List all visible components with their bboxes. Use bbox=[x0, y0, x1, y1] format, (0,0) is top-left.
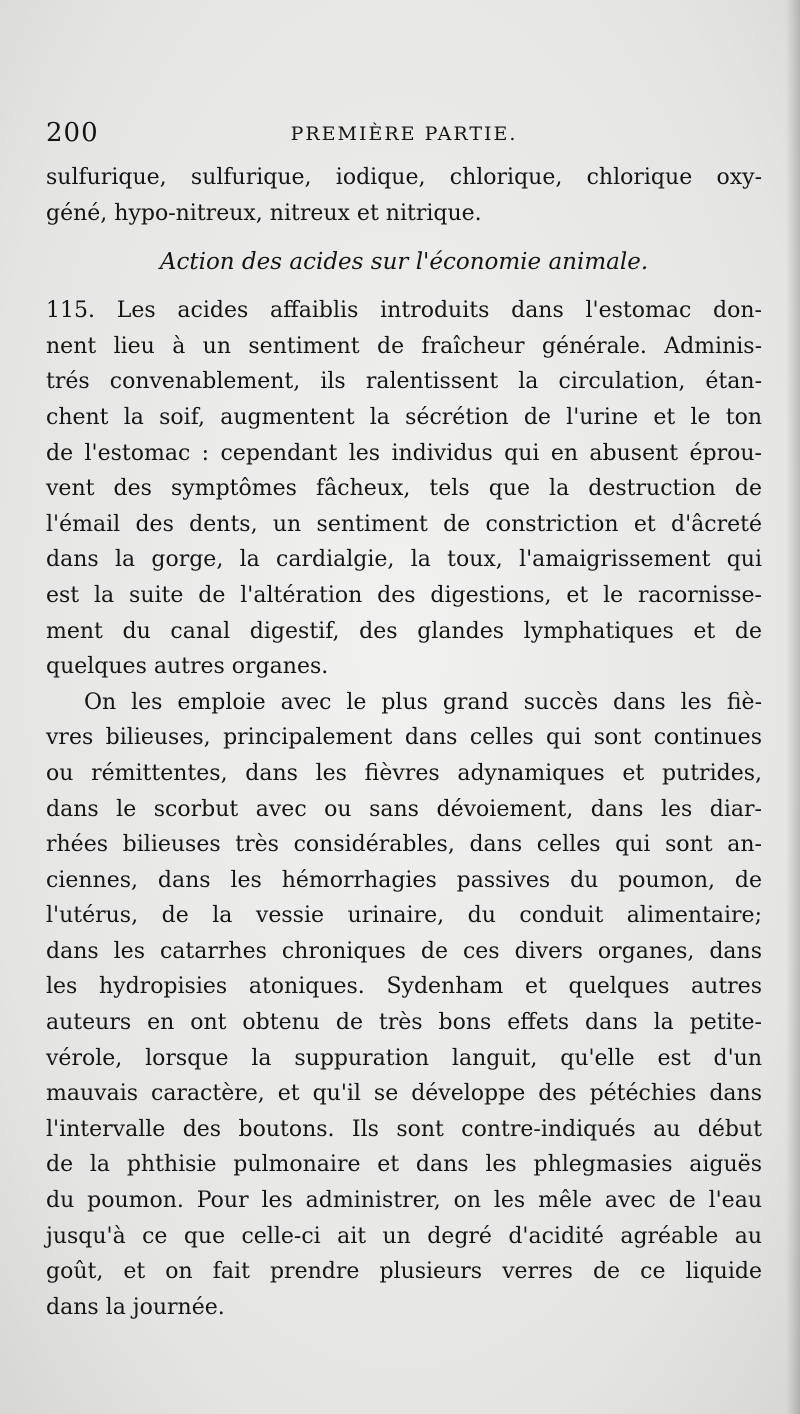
text-line: trés convenablement, ils ralentissent la circulation, étan- bbox=[46, 369, 762, 395]
paragraph-usage bbox=[46, 685, 762, 1326]
page-header bbox=[46, 118, 762, 154]
intro-paragraph bbox=[46, 160, 762, 231]
text-line: dans les catarrhes chroniques de ces divers organes, dans bbox=[46, 938, 762, 964]
text-line: quelques autres organes. bbox=[46, 654, 329, 680]
text-line: du poumon. Pour les administrer, on les mêle avec de l'eau bbox=[46, 1188, 762, 1214]
text-line: de la phthisie pulmonaire et dans les phlegmasies aiguës bbox=[46, 1152, 762, 1178]
text-line: est la suite de l'altération des digestions, et le racornisse- bbox=[46, 582, 762, 608]
text-line: dans la journée. bbox=[46, 1294, 225, 1320]
text-line: goût, et on fait prendre plusieurs verres de ce liquide bbox=[46, 1259, 762, 1285]
text-line: l'émail des dents, un sentiment de constriction et d'âcreté bbox=[46, 511, 762, 537]
text-line: vent des symptômes fâcheux, tels que la destruction de bbox=[46, 476, 762, 502]
paragraph-115 bbox=[46, 293, 762, 685]
text-line: 115. Les acides affaiblis introduits dans l'estomac don- bbox=[46, 298, 762, 324]
page-edge-shadow bbox=[786, 0, 800, 1414]
text-line: ou rémittentes, dans les fièvres adynamiques et putrides, bbox=[46, 760, 762, 786]
text-line: mauvais caractère, et qu'il se développe des pétéchies dans bbox=[46, 1081, 762, 1107]
text-line: dans le scorbut avec ou sans dévoiement, dans les diar- bbox=[46, 796, 762, 822]
text-line: dans la gorge, la cardialgie, la toux, l'amaigrissement qui bbox=[46, 547, 762, 573]
text-line: vérole, lorsque la suppuration languit, qu'elle est d'un bbox=[46, 1045, 762, 1071]
text-line: On les emploie avec le plus grand succès dans les fiè- bbox=[84, 689, 762, 715]
text-line: auteurs en ont obtenu de très bons effets dans la petite- bbox=[46, 1010, 762, 1036]
text-line: jusqu'à ce que celle-ci ait un degré d'acidité agréable au bbox=[46, 1223, 762, 1249]
running-head: PREMIÈRE PARTIE. bbox=[290, 123, 518, 145]
section-heading: Action des acides sur l'économie animale. bbox=[159, 249, 649, 276]
text-line: les hydropisies atoniques. Sydenham et quelques autres bbox=[46, 974, 762, 1000]
page-number: 200 bbox=[46, 118, 99, 148]
text-line: rhées bilieuses très considérables, dans celles qui sont an- bbox=[46, 832, 762, 858]
text-line: l'utérus, de la vessie urinaire, du conduit alimentaire; bbox=[46, 903, 762, 929]
page-body bbox=[46, 160, 762, 1325]
text-line: géné, hypo-nitreux, nitreux et nitrique. bbox=[46, 200, 482, 226]
text-line: chent la soif, augmentent la sécrétion de l'urine et le ton bbox=[46, 404, 762, 430]
text-line: sulfurique, sulfurique, iodique, chlorique, chlorique oxy- bbox=[46, 165, 762, 190]
text-line: ciennes, dans les hémorrhagies passives du poumon, de bbox=[46, 867, 762, 893]
text-line: ment du canal digestif, des glandes lymphatiques et de bbox=[46, 618, 762, 644]
text-line: l'intervalle des boutons. Ils sont contre-indiqués au début bbox=[46, 1116, 762, 1142]
text-line: vres bilieuses, principalement dans celles qui sont continues bbox=[46, 725, 762, 751]
text-line: de l'estomac : cependant les individus qui en abusent éprou- bbox=[46, 440, 762, 466]
text-line: nent lieu à un sentiment de fraîcheur générale. Adminis- bbox=[46, 333, 762, 359]
